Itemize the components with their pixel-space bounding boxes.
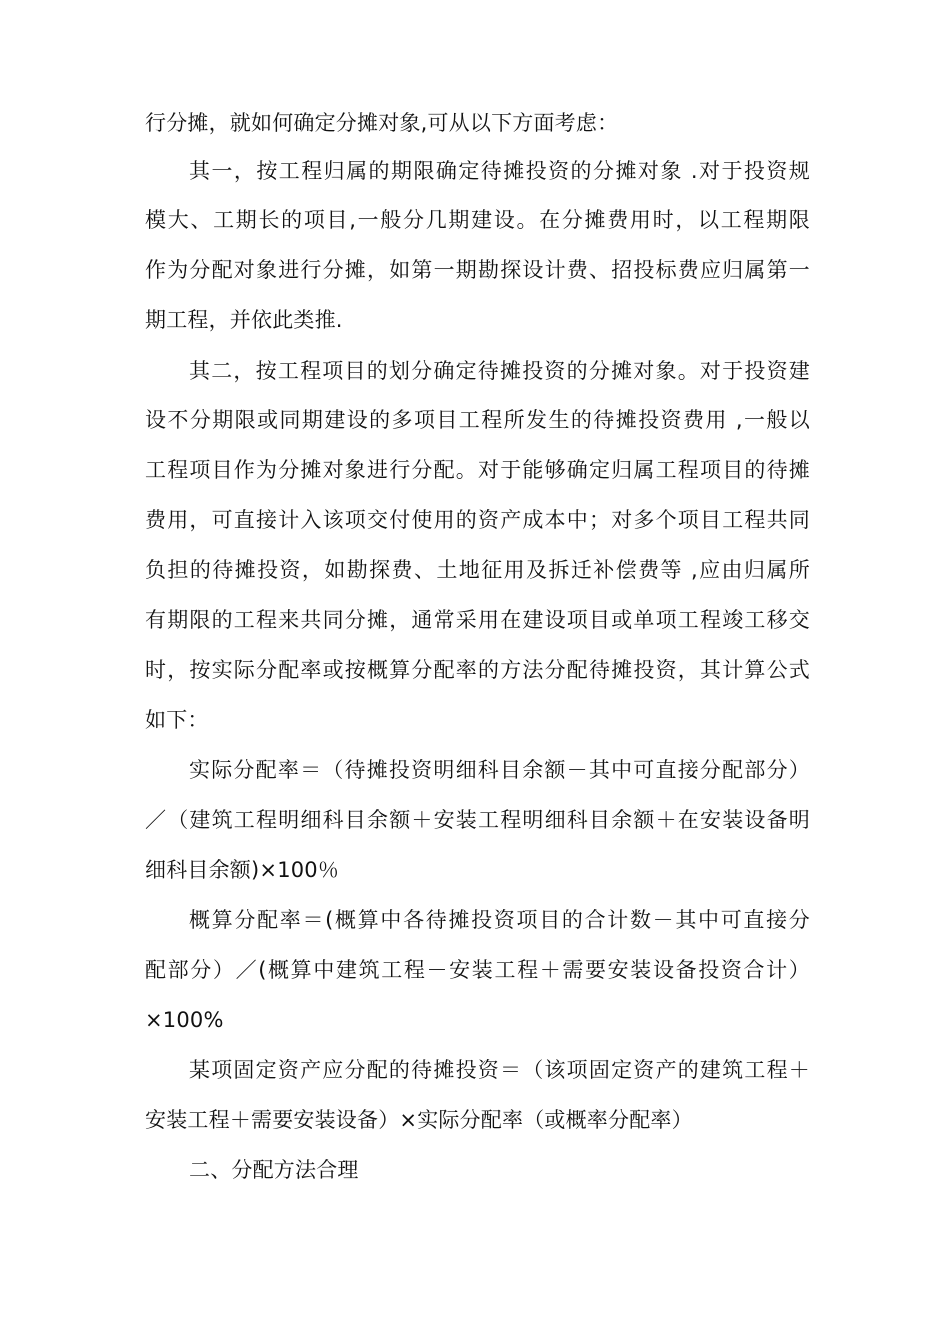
- formula-2-line-1: 概算分配率＝(概算中各待摊投资项目的合计数－其中可直接分: [189, 908, 810, 932]
- paragraph-2-line-5: 负担的待摊投资，如勘探费、土地征用及拆迁补偿费等 ,应由归属所: [145, 558, 810, 582]
- paragraph-1-line-3: 作为分配对象进行分摊，如第一期勘探设计费、招投标费应归属第一: [145, 258, 810, 282]
- paragraph-2-line-4: 费用，可直接计入该项交付使用的资产成本中；对多个项目工程共同: [145, 508, 810, 532]
- formula-1-line-3: 细科目余额)×100％: [145, 858, 340, 882]
- paragraph-1-line-2: 模大、工期长的项目,一般分几期建设。在分摊费用时，以工程期限: [145, 208, 810, 232]
- section-heading: 二、分配方法合理: [189, 1158, 359, 1182]
- formula-3-line-2: 安装工程＋需要安装设备）×实际分配率（或概率分配率）: [145, 1108, 693, 1132]
- formula-1-line-2: ／（建筑工程明细科目余额＋安装工程明细科目余额＋在安装设备明: [145, 808, 810, 832]
- formula-3-line-1: 某项固定资产应分配的待摊投资＝（该项固定资产的建筑工程＋: [189, 1058, 810, 1082]
- paragraph-1-line-1: 其一，按工程归属的期限确定待摊投资的分摊对象 .对于投资规: [189, 159, 810, 183]
- paragraph-2-line-2: 设不分期限或同期建设的多项目工程所发生的待摊投资费用 ,一般以: [145, 408, 810, 432]
- paragraph-2-line-1: 其二，按工程项目的划分确定待摊投资的分摊对象。对于投资建: [189, 359, 810, 383]
- formula-1-line-1: 实际分配率＝（待摊投资明细科目余额－其中可直接分配部分）: [189, 758, 810, 782]
- formula-2-line-3: ×100%: [145, 1008, 224, 1032]
- formula-2-line-2: 配部分）／(概算中建筑工程－安装工程＋需要安装设备投资合计）: [145, 958, 810, 982]
- paragraph-2-line-8: 如下：: [145, 708, 209, 732]
- paragraph-2-line-3: 工程项目作为分摊对象进行分配。对于能够确定归属工程项目的待摊: [145, 458, 810, 482]
- paragraph-2-line-7: 时，按实际分配率或按概算分配率的方法分配待摊投资，其计算公式: [145, 658, 810, 682]
- paragraph-2-line-6: 有期限的工程来共同分摊，通常采用在建设项目或单项工程竣工移交: [145, 608, 810, 632]
- paragraph-1-line-4: 期工程，并依此类推.: [145, 308, 343, 332]
- text-line-1: 行分摊，就如何确定分摊对象,可从以下方面考虑：: [145, 111, 619, 135]
